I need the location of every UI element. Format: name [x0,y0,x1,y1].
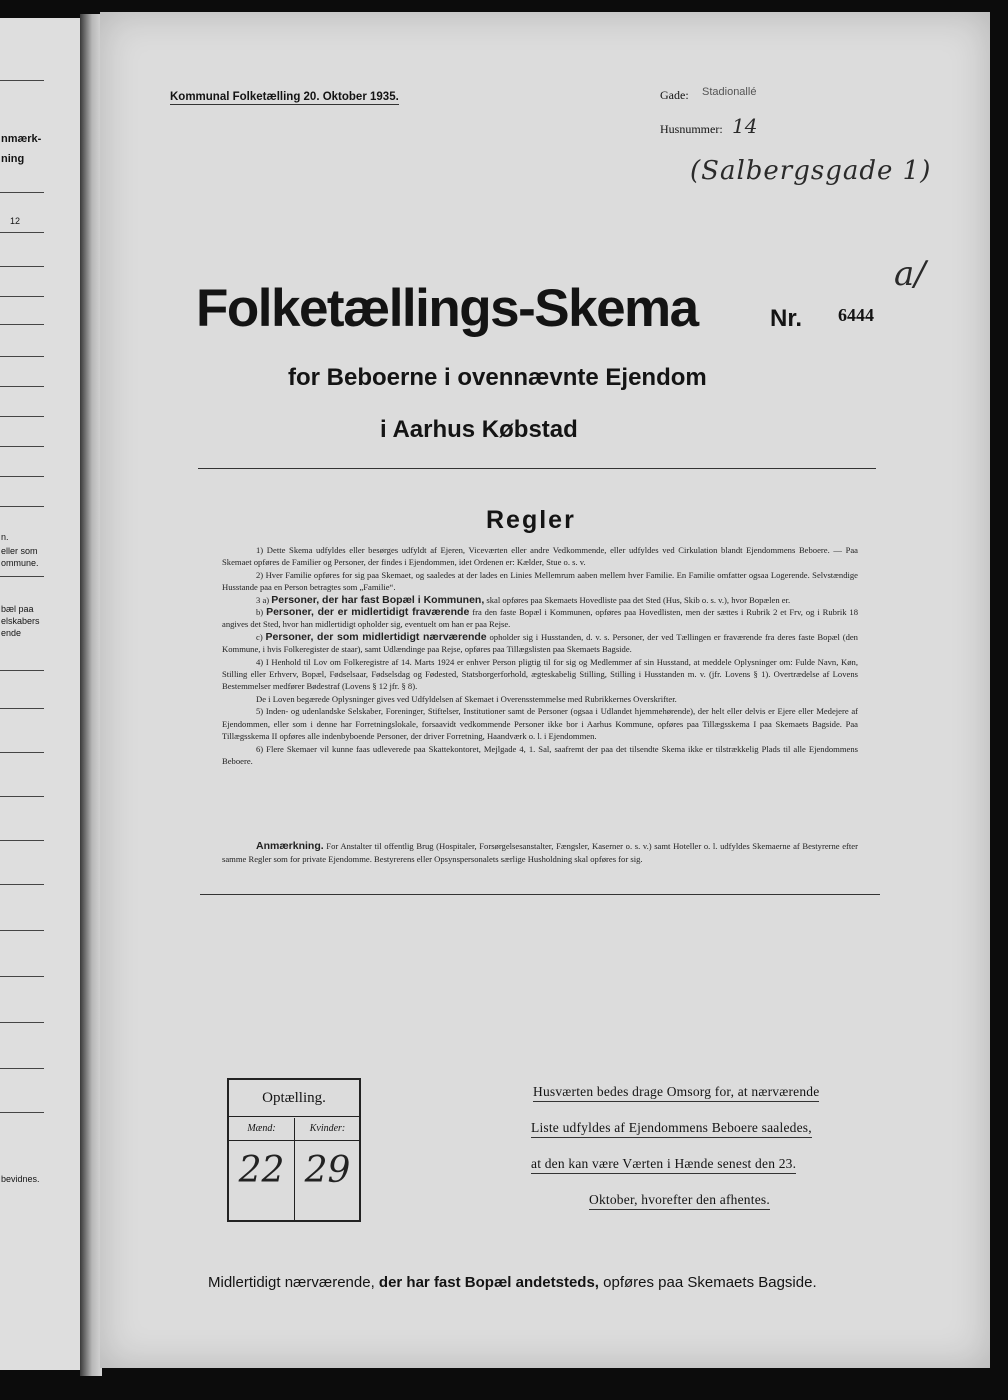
owner-instruction-line-2: Liste udfyldes af Ejendommens Beboere saaledes, [531,1120,812,1138]
left-page-label: nmærk- [1,133,42,145]
form-number-value: 6444 [838,305,874,325]
handwritten-address-note: (Salbergsgade 1) [690,156,932,186]
divider-bottom [200,894,880,895]
rule-4: 4) I Henhold til Lov om Folkeregistre af 14. Marts 1924 er enhver Person pligtig til for sig og Medlemmer af sin Husstand, at meddele Oplysninger om: Fulde Navn, Køn, Stilling eller Erhverv, Bopæl, Fødselsaar, Fødselsdag og Fødested, Statsborgerforhold, ægteskabelig Stilling, Stilling i Husstanden m. v. (jfr. Lovens § 1). Overtrædelse af Lovens Bestemmelser medfører Bødestraf (Lovens § 12 jfr. § 8). [222,656,858,692]
rule-2: 2) Hver Familie opføres for sig paa Skemaet, og saaledes at der lades en Linies Mellemrum aaben mellem hver Familie. En Familie omfatter ogsaa Logerende. Selvstændige Husstande paa en Person betragtes som „Familie“. [222,569,858,593]
left-page-label: n. [1,532,9,542]
owner-instruction-line-3: at den kan være Værten i Hænde senest den 23. [531,1156,796,1174]
census-form-page [100,12,990,1368]
left-page-label: bæl paa [1,604,34,614]
rule-3c-text: opholder sig i Husstanden, d. v. s. Personer, der ved Tællingen er fraværende fra deres faste Bopæl (den Kommune, i hvis Folkeregister de staar), samt Udlændinge paa Rejse, opføres paa Tillægslisten paa Skemaets Bagside. [222,631,858,655]
left-page-line [0,324,44,325]
rule-3b-text: fra den faste Bopæl i Kommunen, opføres paa Hovedlisten, men der sættes i Rubrik 2 et Frv, og i Rubrik 18 angives det Sted, hvor han midlertidigt opholder sig, eventuelt om han er paa Rejse. [222,607,859,630]
owner-instruction-line-1: Husværten bedes drage Omsorg for, at nærværende [533,1084,819,1102]
left-page-label: elskabers [1,616,40,626]
rule-3a-number: 3 a) [256,594,270,605]
left-page-label: ning [1,153,25,165]
left-page-line [0,796,44,797]
divider-top [198,468,876,469]
left-page-line [0,80,44,81]
left-page-label: ommune. [1,558,39,568]
women-count: 29 [304,1150,351,1191]
rules-heading: Regler [486,506,576,534]
house-number-value: 14 [732,114,758,138]
left-page-line [0,356,44,357]
census-label: Kommunal Folketælling 20. Oktober 1935. [170,91,399,103]
left-page-label: ende [1,628,22,638]
rules-body [222,544,858,767]
left-page-label: eller som [1,546,38,556]
left-page-line [0,296,44,297]
left-page-line [0,232,44,233]
left-page-line [0,976,44,977]
left-page-label: 12 [10,216,21,226]
men-count: 22 [238,1150,285,1191]
left-page-line [0,506,44,507]
remark-lead: Anmærkning. [256,840,324,852]
form-title: Folketællings-Skema [196,279,698,338]
rule-3a-lead: Personer, der har fast Bopæl i Kommunen, [271,593,485,606]
left-page-edge [0,18,82,1370]
left-page-line [0,576,44,577]
women-label: Kvinder: [295,1118,360,1141]
left-page-label: bevidnes. [1,1174,40,1184]
owner-instruction-line-4: Oktober, hvorefter den afhentes. [589,1192,770,1210]
left-page-line [0,840,44,841]
left-page-line [0,708,44,709]
rule-5: 5) Inden- og udenlandske Selskaber, Foreninger, Stiftelser, Institutioner samt de Personer (ogsaa i Udlandet hjemmehørende), der helt eller delvis er Ejere eller Medejere af Ejendommen, eller som i denne har Forretningslokale, forsaavidt vedkommende Personer ikke bor i Aarhus Kommune, opføres paa Tillægsskema I paa Skemaets Bagside. Paa Tillægsskema II opføres alle indenbyboende Personer, der driver Forretning, Haandværk o. l. i Ejendommen. [222,706,858,742]
rule-3b-lead: Personer, der er midlertidigt fraværende [266,606,470,619]
left-page-line [0,416,44,417]
form-subtitle-1: for Beboerne i ovennævnte Ejendom [288,364,707,391]
left-page-line [0,192,44,193]
left-page-line [0,884,44,885]
left-page-line [0,446,44,447]
footer-part-1: Midlertidigt nærværende, [208,1274,375,1291]
rule-3c [222,631,858,656]
rule-3c-lead: Personer, der som midlertidigt nærværende [265,630,487,643]
left-page-line [0,266,44,267]
left-page-line [0,752,44,753]
rule-3a-text: skal opføres paa Skemaets Hovedliste paa det Sted (Hus, Skib o. s. v.), hvor Bopælen er. [486,594,791,605]
book-gutter [80,14,102,1376]
left-page-line [0,1022,44,1023]
handwritten-corner-mark: a/ [894,254,926,294]
footer-part-2: der har fast Bopæl andetsteds, [378,1274,599,1291]
street-label: Gade: [660,88,689,102]
left-page-line [0,386,44,387]
rule-3a [222,594,858,606]
left-page-line [0,930,44,931]
form-number-label: Nr. [770,305,803,332]
left-page-line [0,476,44,477]
street-value: Stadionallé [702,86,757,98]
rule-6: 6) Flere Skemaer vil kunne faas udleverede paa Skattekontoret, Mejlgade 4, 1. Sal, saafremt der paa det tilsendte Skema ikke er tilstrækkelig Plads til alle Ejendommens Beboere. [222,743,858,766]
house-number-label: Husnummer: [660,122,723,136]
count-box [227,1078,361,1222]
rule-4b: De i Loven begærede Oplysninger gives ved Udfyldelsen af Skemaet i Overensstemmelse med Rubrikkernes Overskrifter. [256,693,677,704]
remark-section [222,840,858,866]
count-box-title: Optælling. [229,1080,359,1117]
remark-paragraph [222,840,858,866]
footer-part-3: opføres paa Skemaets Bagside. [603,1274,817,1291]
left-page-line [0,670,44,671]
rule-3c-number: c) [256,631,263,642]
left-page-line [0,1112,44,1113]
left-page-line [0,1068,44,1069]
rule-3b-number: b) [256,607,264,618]
rule-3b [222,606,858,631]
remark-text: For Anstalter til offentlig Brug (Hospitaler, Forsørgelsesanstalter, Fængsler, Kaserner o. s. v.) samt Hoteller o. l. udfyldes Skemaerne af Bestyrerne efter samme Regler som for private Ejendomme. Bestyrerens eller Opsynspersonalets særlige Husholdning skal opføres for sig. [222,841,858,864]
form-subtitle-2: i Aarhus Købstad [380,416,578,443]
men-label: Mænd: [229,1118,294,1141]
footer-note [208,1274,817,1291]
rule-1: 1) Dette Skema udfyldes eller besørges udfyldt af Ejeren, Viceværten eller andre Vedkommende, eller udfyldes ved Cirkulation blandt Ejendommens Beboere. — Paa Skemaet opføres de Familier og Personer, der findes i Ejendommen, idet Ordenen er: Kælder, Stue o. s. v. [222,545,858,568]
